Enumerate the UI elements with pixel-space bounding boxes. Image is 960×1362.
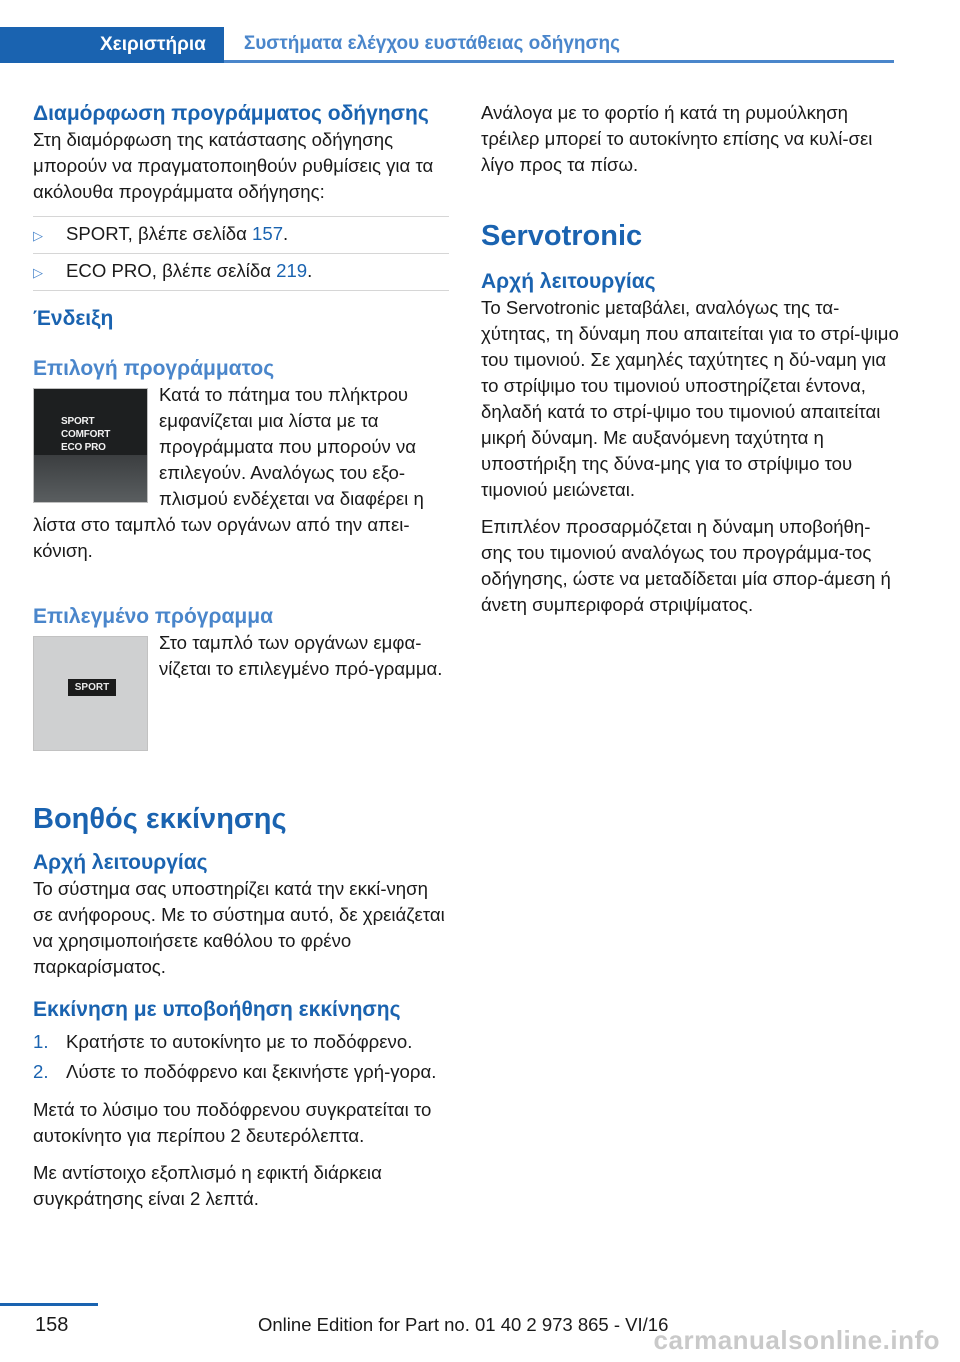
step-item: 2. Λύστε το ποδόφρενο και ξεκινήστε γρή-γορα. bbox=[33, 1061, 437, 1082]
heading-selected-program: Επιλεγμένο πρόγραμμα bbox=[33, 605, 273, 628]
page-link-157[interactable]: 157 bbox=[252, 223, 284, 244]
sport-badge: SPORT bbox=[68, 679, 116, 696]
steps-list bbox=[33, 1027, 449, 1087]
paragraph-principle: Το σύστημα σας υποστηρίζει κατά την εκκί-νηση σε ανήφορους. Με το σύστημα αυτό, δε χρειάζεται να χρησιμοποιήσετε καθόλου το φρένο παρκαρίσματος. bbox=[33, 878, 445, 977]
heading-servotronic: Servotronic bbox=[481, 220, 643, 252]
paragraph-after-2: Με αντίστοιχο εξοπλισμό η εφικτή διάρκεια συγκράτησης είναι 2 λεπτά. bbox=[33, 1162, 382, 1209]
tab-driving-stability[interactable]: Συστήματα ελέγχου ευστάθειας οδήγησης bbox=[224, 27, 894, 63]
bullet-text: ECO PRO, βλέπε σελίδα bbox=[66, 260, 277, 281]
paragraph-after-1: Μετά το λύσιμο του ποδόφρενου συγκρατείται το αυτοκίνητο για περίπου 2 δευτερόλεπτα. bbox=[33, 1099, 432, 1146]
heading-start-with-assist: Εκκίνηση με υποβοήθηση εκκίνησης bbox=[33, 998, 401, 1021]
heading-display: Ένδειξη bbox=[33, 307, 114, 330]
bullet-text: SPORT, βλέπε σελίδα bbox=[66, 223, 253, 244]
heading-program-selection: Επιλογή προγράμματος bbox=[33, 357, 275, 380]
bullet-item-eco-pro: ▷ ECO PRO, βλέπε σελίδα 219. bbox=[33, 253, 449, 291]
watermark-logo: carmanualsonline.info bbox=[653, 1325, 940, 1355]
triangle-bullet-icon: ▷ bbox=[33, 265, 43, 280]
right-column bbox=[481, 100, 899, 629]
paragraph-selected: Στο ταμπλό των οργάνων εμφα-νίζεται το επιλεγμένο πρό-γραμμα. bbox=[159, 632, 443, 679]
edition-text: Online Edition for Part no. 01 40 2 973 865 - VI/16 bbox=[258, 1314, 669, 1335]
program-menu-text: SPORT COMFORT ECO PRO bbox=[61, 416, 111, 453]
header-tabs bbox=[0, 27, 894, 63]
footer-rule bbox=[0, 1303, 98, 1306]
heading-drive-program-config: Διαμόρφωση προγράμματος οδήγησης bbox=[33, 102, 429, 125]
heading-hill-start-assist: Βοηθός εκκίνησης bbox=[33, 803, 287, 835]
heading-principle: Αρχή λειτουργίας bbox=[33, 851, 208, 874]
triangle-bullet-icon: ▷ bbox=[33, 228, 43, 243]
selected-program-image bbox=[33, 636, 148, 751]
tab-controls[interactable]: Χειριστήρια bbox=[0, 27, 224, 63]
bullet-list bbox=[33, 216, 449, 291]
paragraph-servo-2: Επιπλέον προσαρμόζεται η δύναμη υποβοήθη-σης του τιμονιού αναλόγως του προγράμμα-τος οδήγησης, ώστε να μεταδίδεται μία σπορ-άμεση ή άνετη συμπεριφορά στριψίματος. bbox=[481, 516, 891, 615]
program-list-image bbox=[33, 388, 148, 503]
paragraph-selection: Κατά το πάτημα του πλήκτρου εμφανίζεται μια λίστα με τα προγράμματα που μπορούν να επιλεγούν. Αναλόγως του εξο-πλισμού ενδέχεται να διαφέρει η λίστα στο ταμπλό των οργάνων από την απει-κόνιση. bbox=[33, 384, 424, 561]
step-item: 1. Κρατήστε το αυτοκίνητο με το ποδόφρενο. bbox=[33, 1031, 413, 1052]
paragraph-load: Ανάλογα με το φορτίο ή κατά τη ρυμούλκηση τρέιλερ μπορεί το αυτοκίνητο επίσης να κυλί-σει λίγο προς τα πίσω. bbox=[481, 102, 873, 175]
heading-principle: Αρχή λειτουργίας bbox=[481, 270, 656, 293]
paragraph-config: Στη διαμόρφωση της κατάστασης οδήγησης μπορούν να πραγματοποιηθούν ρυθμίσεις για τα ακόλουθα προγράμματα οδήγησης: bbox=[33, 129, 434, 202]
page-link-219[interactable]: 219 bbox=[276, 260, 308, 281]
page-number: 158 bbox=[35, 1314, 69, 1336]
bullet-item-sport: ▷ SPORT, βλέπε σελίδα 157. bbox=[33, 216, 449, 253]
paragraph-servo-1: Το Servotronic μεταβάλει, αναλόγως της τα-χύτητας, τη δύναμη που απαιτείται για το στρί-ψιμο του τιμονιού. Σε χαμηλές ταχύτητες η δύ-ναμη για το στρίψιμο του τιμονιού υποστηρίζεται έντονα, δηλαδή κατά το στρί-ψιμο του τιμονιού απαιτείται μικρή δύναμη. Με αυξανόμενη ταχύτητα η υποστήριξη της δύνα-μης για το στρίψιμο του τιμονιού μειώνεται. bbox=[481, 297, 899, 500]
left-column bbox=[33, 100, 449, 1223]
